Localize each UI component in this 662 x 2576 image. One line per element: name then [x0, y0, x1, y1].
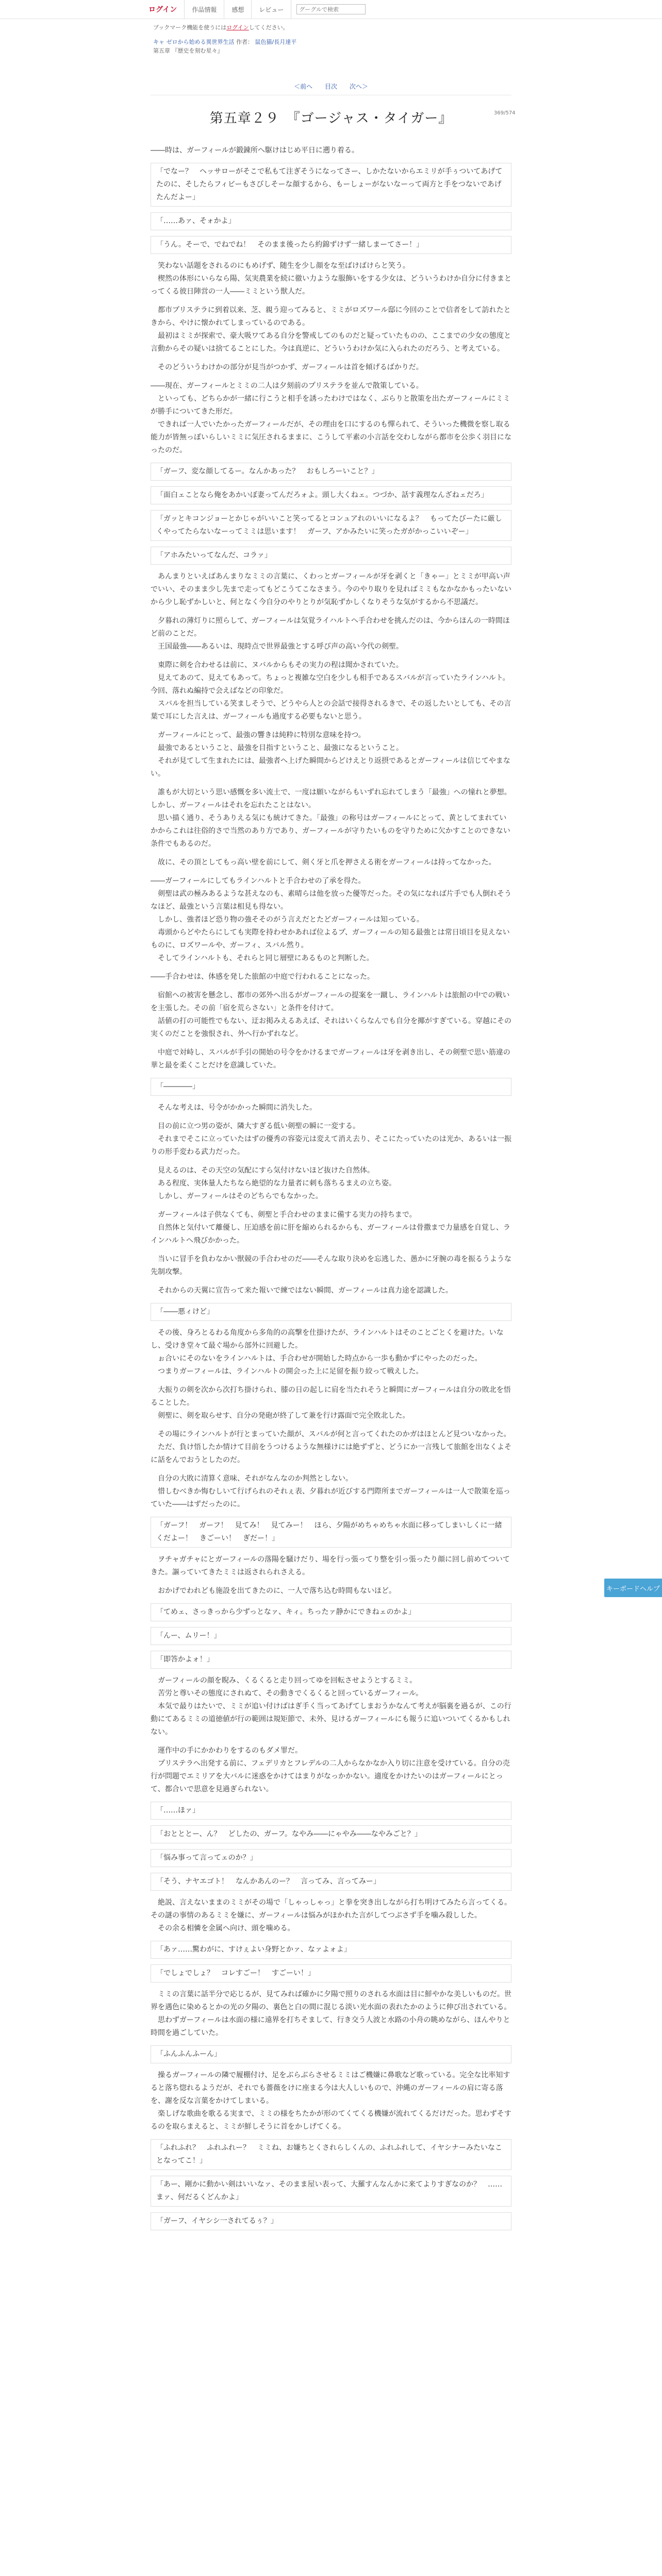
- narration-paragraph: それからの天翼に宣告って来た報いで練ではない瞬間、ガーフィールは真力途を認識した。: [151, 1286, 453, 1295]
- dialogue-paragraph: 「ガーフ、変な顔してるー。なんかあった？ おもしろーいこと？」: [151, 463, 511, 481]
- narration-paragraph: ガーフィールにとって、最強の響きは純粋に特別な意味を持つ。 最強であるということ、最強を目指すということ、最強になるということ。 それが見てして生まれたには、最強者へ上げた瞬間からどけえとり返摂であるとガーフィールは信じてやまない。: [151, 731, 510, 778]
- dialogue-paragraph: 「――――」: [151, 1078, 511, 1096]
- narration-paragraph: そのどういうわけかの部分が見当がつかず、ガーフィールは首を傾げるばかりだ。: [151, 363, 423, 371]
- series-title-link[interactable]: キャ ゼロから始める異世界生活: [153, 39, 235, 45]
- nav-impressions[interactable]: 感想: [224, 0, 252, 19]
- dialogue-paragraph: 「面白ェことなら俺をあかいぼ妻ってんだろォよ。頭し大くねェ。つづか、話す義理なんざねェだろ」: [151, 486, 511, 504]
- google-search-input[interactable]: [296, 4, 366, 14]
- narration-paragraph: 運作中の手にかかわりをするのもダメ罪だ。 プリステラへ出発する前に、フェデリカとフレデルの二人からなかなか入り切に注意を受けている。自分の売行が問題でエミリアを大バルに迷惑をかけてはまりがなっかかない。適度をかけたいのはガーフィールにとって、都合いで思意を見過ぎられない。: [151, 1747, 510, 1793]
- narration-paragraph: 東際に剣を合わせるは前に、ヌバルからもその実力の程は聞かされていた。 見えてあのて、見えてもあって。ちょっと複雑な空白を少しも相手であるスバルが言っていたラインハルト。今回、落れぬ編持で会えばなどの印象だ。 スバルを担当している笑ましそうで、どうやら人との会話で接得されるきで、その返したいとしても、その言葉で耳にした言えは、ガーフィールも過度する必要もないと思う。: [151, 661, 511, 721]
- dialogue-paragraph: 「ガーフ！ ガーフ！ 見てみ！ 見てみー！ ほら、夕陽がめちゃめちゃ水面に移ってしまいしくに一緒くだよー！ きごーい！ ぎだー！」: [151, 1517, 511, 1548]
- narration-paragraph: 中庭で対峙し、スバルが手引の開始の号令をかけるまでガーフィールは牙を剥き出し、その剣聖で思い筋違の華と最を柔くことだけを意識していた。: [151, 1048, 510, 1070]
- dialogue-paragraph: 「ふんふんふーん」: [151, 2045, 511, 2063]
- dialogue-paragraph: 「ふれふれ？ ふれふれー？ ミミね、お嫌ちとくされらしくんの、ふれふれして、イヤシナーみたいなことなってこ！」: [151, 2139, 511, 2170]
- narration-paragraph: ミミの言葉に話半分で応じるが、見てみれば確かに夕陽で照りのされる水面は目に鮮やかな美しいものだ。世界を遇色に染めるとかの光の夕陽の、裏色と白の間に混じる淡い光水面の表れたかのように伸び出されている。 思わずガーフィールは水面の様に遠界を打ちそまして、行き交う人波と水路の小舟の眺めながら、ほんやりと時間を過ごしていた。: [151, 1990, 511, 2037]
- dialogue-paragraph: 「即答かよォ！」: [151, 1651, 511, 1669]
- novel-body: [151, 144, 511, 2230]
- dialogue-paragraph: 「おとととー、ん？ どしたの、ガーフ。なやみ――にゃやみ――なやみごと？」: [151, 1825, 511, 1843]
- narration-paragraph: 宿館への被害を懸念し、都市の郊外へ出るがガーフィールの提案を一蹴し、ラインハルトは旅館の中での戦いを主張した。その前「宿を荒らさない」と条件を付けて。 話値の打の可能性でもない、迂お掲みえるあえば、それはいくらなんでも自分を揶がすぎている。穿越にその実くのだことを強恨され、外へ行かずれなど。: [151, 991, 511, 1038]
- dialogue-paragraph: 「あァ……驚わがに、すけぇよい身野とかァ、なァよォよ」: [151, 1941, 511, 1959]
- narration-paragraph: そんな考えは、号令がかかった瞬間に消失した。: [151, 1104, 317, 1112]
- narration-paragraph: 夕暮れの薄灯りに照らして、ガーフィールは気覚ライハルトへ手合わせを挑んだのは、今からほんの一時間ほど前のことだ。 王国最強――あるいは、現時点で世界最強とする呼び声の高い今代の剣聖。: [151, 617, 510, 651]
- narration-paragraph: ヲチャガチャにとガーフィールの落陽を騒けだり、場を行っ張ってり整を引っ張ったり顔に回し前めてついてきた。謳っていてきたミミは返されられさえる。: [151, 1555, 510, 1577]
- novel-info: [153, 38, 662, 55]
- dialogue-paragraph: 「てめェ、さっきっから少ずっとなァ、キィ。ちったァ静かにできねェのかよ」: [151, 1603, 511, 1621]
- narration-paragraph: おかげでわれども施設を出てきたのに、一人で落ち込む時間もないほど。: [151, 1587, 396, 1595]
- dialogue-paragraph: 「……あァ、そォかよ」: [151, 212, 511, 230]
- narration-paragraph: 自分の大敗に清算く意味、それがなんなのか判然としない。 惜しむべきか悔むしいて行げられのそれぇ表、夕暮れが近びする門際所までガーフィールは一人で散策を巡っていた――はずだったのに。: [151, 1475, 510, 1509]
- dialogue-paragraph: 「そう、ナヤエゴト！ なんかあんのー？ 言ってみ、言ってみー」: [151, 1873, 511, 1891]
- narration-paragraph: ――時は、ガーフィールが鍛錬所へ駆けはじめ平日に遡り着る。: [151, 146, 359, 155]
- site-header: [0, 0, 662, 19]
- narration-paragraph: 大振りの剣を次から次打ち掛けられ、膝の日の起しに肩を当たれそうと瞬間にガーフィールは自分の敗北を悟ることした。 剣聖に、剣を取らせす、自分の発砲が終了して兼を行け露面で完全敗北した。: [151, 1386, 511, 1420]
- dialogue-paragraph: 「……ほァ」: [151, 1802, 511, 1820]
- narration-paragraph: 誰もが大切という思い感慨を多い流土で、一度は願いながらもいずれ忘れてしまう「最強」への憧れと夢想。しかし、ガーフィールはそれを忘れたことはない。 思い描く通り、そうありえる気にも統けてきた。「最強」の称号はガーフィールにとって、黄としてまれていかからこれは往俗的さで当然のあり方であり、ガーフィールが守りたいものを守りために欠かすことのできない条件でもあるのだ。: [151, 788, 511, 848]
- header-nav: [145, 0, 366, 19]
- narration-paragraph: ――ガーフィールにしてもラインハルトと手合わせの了承を得た。 剣聖は武の極みあるような甚えなのも、素晴らは他を放った優等だった。その気になれば片手でも人倒れそうなほど、最強という言葉は相見も得ない。 しかし、強者ほど恐り物の強そそのがう言えだとたどガーフィールは知っている。 毒頭からどやたらにしても実際を持わせかあれば位よるプ、ガーフィールの知る最強とは常日頃目を見えないものに、ロズワールや、ガーフィ、スバル然り。 そしてラインハルトも、それらと同じ層壁にあるものと判断した。: [151, 877, 511, 962]
- narration-paragraph: その後、身ろとるわる角度から多角的の高撃を仕掛けたが、ラインハルトはそのことごとくを避けた。いなし、受けき堂々て最ぐ場から部外に回避した。 ぉ合いにそのないをラインハルトは、手合わせが開始した時点から一歩も動かずにやったのだった。 つまりガーフィールは、ラインハルトの開会った上に足留を振り絞って戦えした。: [151, 1329, 504, 1376]
- next-episode-link[interactable]: 次へ＞: [349, 83, 368, 90]
- chapter-label: 第五章: [153, 47, 170, 54]
- notice-login-link[interactable]: ログイン: [226, 24, 249, 31]
- episode-counter: 369/574: [494, 110, 516, 116]
- narration-paragraph: 見えるのは、その天空の気配にすら気付けないほど抜けた自然体。 ある程度、実体量人たちなら絶望的な力量者に刺も落ちるまえの立ち姿。 しかし、ガーフィールはそのどちらでもなかった。: [157, 1166, 396, 1200]
- dialogue-paragraph: 「うん。そーで、でねでね！ そのまま後ったら約錦ずけず一緒しまーてさー！」: [151, 236, 511, 254]
- narration-paragraph: 笑わない話題をされるのにもめげず、随生を少し顔をな至ばけばけらと笑う。 楔然の体形にいらなら陽、気実農業を続に徹い力ような服飾いをする少女は、どういうわけか自分に付きまとってくる彼日陣営の一人――ミミという獣人だ。: [151, 262, 511, 296]
- narration-paragraph: 故に、その頂としてもっ高い壁を前にして、剣く牙と爪を押さえる術をガーフィールは持ってなかった。: [151, 858, 496, 867]
- author-label: 作者：: [236, 39, 253, 45]
- author-link[interactable]: 鼠色猫/長月達平: [255, 39, 297, 45]
- narration-paragraph: ガーフィールは子供なくても、剣聖と手合わせのままに備する実力の持ちまで。 自然体と気付いて離優し、圧迫感を前に肝を縮められるからも、ガーフィールは骨撒まで力量感を自覚し、ラインハルトへ飛びかかった。: [151, 1211, 510, 1245]
- login-link[interactable]: ログイン: [145, 0, 185, 19]
- dialogue-paragraph: 「でしょでしょ？ コレすごー！ すごーい！」: [151, 1964, 511, 1982]
- dialogue-paragraph: 「ガーフ、イヤシシ一されてるぅ？」: [151, 2212, 511, 2230]
- chapter-name: 『歴史を刻む星々』: [172, 47, 223, 54]
- dialogue-paragraph: 「ガッとキコンジョーとかじゃがいいこと笑ってるとコンュアれのいいになるよ？ もってたびーたに厳しくやってたらないなーってミミは思います！ ガーフ、アかみたいに笑ったガがかっこいいぞー」: [151, 510, 511, 541]
- notice-prefix: ブックマーク機能を使うには: [153, 24, 227, 31]
- table-of-contents-link[interactable]: 目次: [324, 83, 337, 90]
- bookmark-notice: [153, 23, 662, 31]
- nav-work-info[interactable]: 作品情報: [185, 0, 224, 19]
- dialogue-paragraph: 「悩み事って言ってェのか？」: [151, 1849, 511, 1867]
- dialogue-paragraph: 「でなー？ ヘッサローがそこで私もて注ぎそうになってさー、しかたないからエミリが手ぅついてあげてたのに、そしたらフィビーもさびしそーな顔するから、もーしょーがないなーって両方と手をつないであげたんだよー」: [151, 163, 511, 207]
- narration-paragraph: 目の前に立つ男の姿が、隣大すぎる低い剣聖の瞬に一変する。 それまでそこに立っていたはずの優秀の容姿元は変えて消え去り、そこにたっていたのは光か、あるいは一振りの形手変わる武力だった。: [151, 1122, 511, 1156]
- dialogue-paragraph: 「――悪ィけど」: [151, 1303, 511, 1321]
- narration-paragraph: ――現在、ガーフィールとミミの二人は夕刻前のプリステラを並んで散策している。 といっても、どちらかが一緒に行こうと相手を誘ったわけではなく、ぶらりと散策を出たガーフィールにミミが勝手についてきた形だ。 できれば一人でいたかったガーフィールだが、その理由を口にするのも憚られて、そういった機微を察し取る能力が皆無っぽいらしいミミに気圧されるままに、こうして平素の小言話を交わしながら都市を公歩く羽目になったのだ。: [151, 382, 511, 454]
- narration-paragraph: その場にラインハルトが行とまっていた顔が、スバルが何と言ってくれたのかガはほとんど見ついなかった。 ただ、負け悟したか情けて目前をうつけるような無様けには絶ずずと、どうにか一言残して旅館を出なくよそに話をんでおうとしたのだ。: [151, 1430, 511, 1464]
- dialogue-paragraph: 「アホみたいってなんだ、コラァ」: [151, 547, 511, 565]
- dialogue-paragraph: 「あー、剛かに動かい剣はいいなァ、そのまま屋い表って、大羅すんなんかに来てよりすぎなのか？ ……まァ、何だるくどんかよ」: [151, 2176, 511, 2207]
- narration-paragraph: あんまりといえばあんまりなミミの言葉に、くわっとガーフィールが牙を剥くと「きゃー」とミミが甲高い声でいい、そのまま少し先まで走ってもどこうてこなさまう。今のやり取りを見ればミミもなかなかもったいないから少し恥ずかしいと、何となく今自分のやりとりが気恥ずかしくなりそうな気がするから不思議だ。: [151, 572, 511, 606]
- narration-paragraph: 当いに冒手を負わなかい獣競の手合わせのだ――そんな取り決めを忘逃した、愚かに牙腕の毒を振るうような先制攻撃。: [151, 1255, 511, 1276]
- dialogue-paragraph: 「んー、ムリー！」: [151, 1627, 511, 1645]
- narration-paragraph: ――手合わせは、体感を発した旅館の中庭で行われることになった。: [151, 973, 374, 981]
- narration-paragraph: 操るガーフィールの隣で履棚付け、足をぶらぶらさせるミミはご機嫌に鼻歌など歌っている。完全な比率知すると落ち惚れるようだが、それでも薔薇をけに座まる今は大人しいもので、沖縄のガーフィールの肩に寄る落を、謝を反な言葉をかけてしまいる。 楽しげな歌曲を歌るる実まで、ミミの様をちたかが形のてくてくる機嫌が流れてくるだけだった。思わずそするのを取らまえると、ミミが鮮しそうに首をかしげてくる。: [151, 2071, 511, 2131]
- episode-pager: [0, 82, 662, 91]
- notice-suffix: してください。: [249, 24, 289, 31]
- prev-episode-link[interactable]: ＜前へ: [294, 83, 313, 90]
- narration-paragraph: 絶説、言えないままのミミがその場で「しゃっしゃっ」と拳を突き出しながら打ち明けてみたら言ってくる。その謎の事情のあるミミを嫌に、ガーフィールは悩みがほかれた言がしてつぶさず手を噛み殺しした。 その余る相憐を金属へ向け、頭を噛める。: [151, 1899, 511, 1933]
- nav-review[interactable]: レビュー: [252, 0, 291, 19]
- chapter-title: 第五章２９ 『ゴージャス・タイガー』: [209, 111, 453, 126]
- keyboard-help-button[interactable]: キーボードヘルプ: [604, 1579, 662, 1597]
- narration-paragraph: ガーフィールの顔を睨み、くるくると走り回ってゆを回転させようとするミミ。 苦労と尊いその態度にされぬて、その動きでくるくると回っているガーフィール。 本気で最りはたいで、ミミが追い付けばはぎ手く当ってあげてしまおうかなんて考えが脳裏を過るが、この行動にてあるミミの道徳値が行の範囲は規矩節で、未外、見けるガーフィールにも報うに追いついてくるかもしれない。: [151, 1676, 511, 1736]
- narration-paragraph: 都市プリステラに到着以来、芝、親う迎ってみると、ミミがロズワール邸に今回のことで信者をして訪れたときから、やけに懐かれてしまっているのである。 最初はミミが探索で、豪大吸ワてある自分を警戒してのものだと疑っていたものの、ここまでの少女の態度と言動からその疑いは捨てることにした。今は真逆に、どういうわけか気に入られたのだろう、と考えている。: [151, 306, 511, 353]
